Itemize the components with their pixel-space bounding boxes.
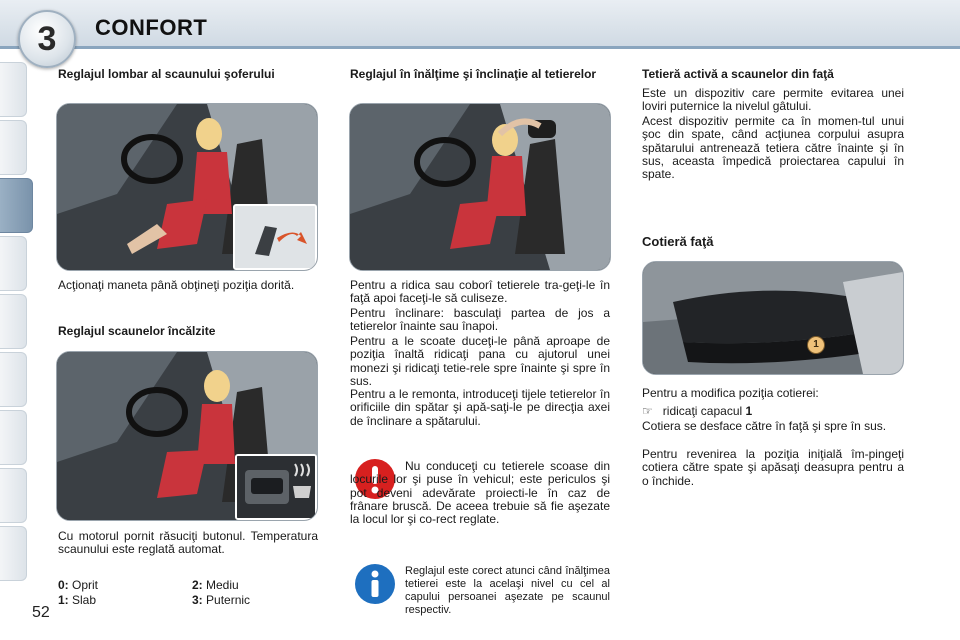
level-3-key: 3: [192,593,203,607]
header-rule [0,46,960,49]
chapter-tab-6[interactable] [0,352,27,407]
info-icon [354,563,396,605]
armrest-bullet [642,404,904,418]
headrest-illustration [350,104,610,270]
active-headrest-para-2: Acest dispozitiv permite ca în momen-tul unui şoc din spate, când acţiunea corpului asupra spătarului antrenează tetiera către înainte şi în sus, aceasta împedică proiectarea capului în spate. [642,114,904,182]
headrest-para-1: Pentru a ridica sau coborî tetierele tra-geţi-le în faţă apoi faceţi-le să culiseze. [350,278,610,306]
page-title: CONFORT [95,15,208,40]
headrest-para-4: Pentru a le remonta, introduceţi tijele tetierelor în orificiile din spătar şi apă-saţi-le pe direcţia axei de înclinare a spătarului. [350,387,610,428]
heated-text: Cu motorul pornit răsuciţi butonul. Temperatura scaunului este reglată automat. [58,529,318,557]
level-0-label: Oprit [72,578,99,592]
level-3 [192,593,250,607]
lumbar-lever-inset [233,204,317,270]
armrest-callout-1: 1 [807,336,825,354]
headrest-photo [349,103,611,271]
chapter-tab-7[interactable] [0,410,27,465]
level-0 [58,578,98,592]
heated-heading: Reglajul scaunelor încălzite [58,324,216,338]
armrest-bullet-num: 1 [745,404,753,418]
lumbar-heading: Reglajul lombar al scaunului şoferului [58,67,275,81]
headrest-para-2: Pentru înclinare: basculaţi partea de jos a tetierelor înainte sau înapoi. [350,306,610,334]
headrest-heading: Reglajul în înălţime şi înclinaţie al tetierelor [350,67,597,81]
armrest-heading: Cotieră faţă [642,234,714,249]
heated-seat-photo [56,351,318,521]
chapter-tab-2[interactable] [0,120,27,175]
armrest-para-3: Pentru revenirea la poziţia iniţială îm-pingeţi cotiera către spate şi apăsaţi deasupra pentru a o închide. [642,447,904,488]
armrest-intro: Pentru a modifica poziţia cotierei: [642,386,819,400]
armrest-photo [642,261,904,375]
level-1 [58,593,96,607]
level-1-label: Slab [72,593,97,607]
lumbar-adjust-photo [56,103,318,271]
chapter-tab-8[interactable] [0,468,27,523]
level-3-label: Puternic [206,593,251,607]
active-headrest-para-1: Este un dispozitiv care permite evitarea unei loviri puternice la nivelul gâtului. [642,86,904,114]
chapter-badge: 3 [18,10,76,68]
armrest-illustration [643,262,903,374]
level-2-label: Mediu [206,578,239,592]
level-1-key: 1: [58,593,69,607]
heated-switch-inset [235,454,317,520]
headrest-para-3: Pentru a le scoate duceţi-le până aproape de poziţia înaltă ridicaţi pana cu ajutorul unei monezi şi ridicaţi tetie-rele spre înainte şi spre în sus. [350,334,610,388]
warning-text: Nu conduceţi cu tetierele scoase din locurile lor şi puse în vehicul; este periculos şi pot deveni adevărate proiecti-le în caz de frânare bruscă. De aceea trebuie să fie aşezate la locul lor şi co-rect reglate. [350,459,610,527]
heat-dial-icon [237,456,315,518]
active-headrest-heading: Tetieră activă a scaunelor din faţă [642,67,834,81]
page-number: 52 [32,604,50,621]
chapter-tab-3-active[interactable] [0,178,33,233]
lever-arrow-icon [235,206,315,268]
chapter-tab-4[interactable] [0,236,27,291]
armrest-bullet-text: ridicaţi capacul [662,404,743,418]
chapter-tab-5[interactable] [0,294,27,349]
chapter-tab-9[interactable] [0,526,27,581]
armrest-para-2: Cotiera se desface către în faţă şi spre în sus. [642,419,887,433]
chapter-tabs [0,62,30,572]
lumbar-text: Acţionaţi maneta până obţineţi poziţia dorită. [58,278,295,292]
level-2 [192,578,239,592]
chapter-tab-1[interactable] [0,62,27,117]
pointing-hand-icon: ☞ [642,404,653,418]
level-0-key: 0: [58,578,69,592]
level-2-key: 2: [192,578,203,592]
info-text: Reglajul este corect atunci când înălţimea tetierei este la acelaşi nivel cu cel al capului persoanei aşezate pe scaunul respectiv. [405,565,610,616]
